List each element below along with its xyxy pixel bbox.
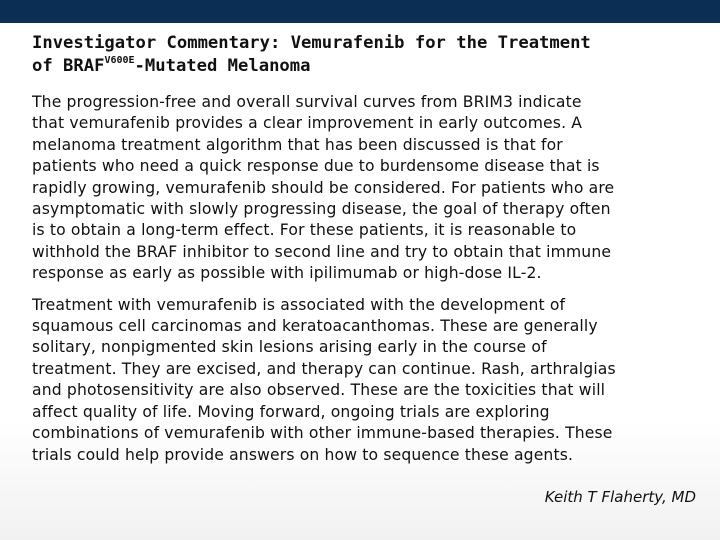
paragraph-line: withhold the BRAF inhibitor to second line and try to obtain that immune <box>32 242 612 261</box>
title-superscript: V600E <box>104 55 135 67</box>
paragraph-line: affect quality of life. Moving forward, ongoing trials are exploring <box>32 402 550 421</box>
title-line-1: Investigator Commentary: Vemurafenib for the Treatment <box>32 33 591 53</box>
paragraph-line: solitary, nonpigmented skin lesions arising early in the course of <box>32 338 547 357</box>
header-bar <box>0 0 720 23</box>
paragraph-line: and photosensitivity are also observed. These are the toxicities that will <box>32 381 606 400</box>
slide-title <box>32 32 700 78</box>
paragraph-line: patients who need a quick response due to burdensome disease that is <box>32 157 600 176</box>
title-line-2-prefix: of BRAF <box>32 56 105 76</box>
paragraph-line: trials could help provide answers on how to sequence these agents. <box>32 445 574 464</box>
paragraph-line: The progression-free and overall survival curves from BRIM3 indicate <box>32 93 582 111</box>
paragraph-line: combinations of vemurafenib with other immune-based therapies. These <box>32 424 613 443</box>
paragraph-line: melanoma treatment algorithm that has been discussed is that for <box>32 135 563 154</box>
paragraph-2 <box>32 295 700 466</box>
paragraph-line: that vemurafenib provides a clear improvement in early outcomes. A <box>32 114 583 133</box>
paragraph-line: is to obtain a long-term effect. For these patients, it is reasonable to <box>32 221 577 240</box>
author-signature: Keith T Flaherty, MD <box>544 488 696 506</box>
paragraph-line: response as early as possible with ipilimumab or high-dose IL-2. <box>32 264 542 283</box>
paragraph-line: treatment. They are excised, and therapy can continue. Rash, arthralgias <box>32 359 616 378</box>
title-line-2-suffix: -Mutated Melanoma <box>134 56 311 76</box>
paragraph-line: asymptomatic with slowly progressing disease, the goal of therapy often <box>32 200 611 219</box>
slide-content <box>32 32 700 476</box>
paragraph-line: Treatment with vemurafenib is associated with the development of <box>32 295 566 314</box>
paragraph-line: squamous cell carcinomas and keratoacanthomas. These are generally <box>32 317 598 336</box>
paragraph-line: rapidly growing, vemurafenib should be considered. For patients who are <box>32 178 615 197</box>
paragraph-1 <box>32 92 700 285</box>
